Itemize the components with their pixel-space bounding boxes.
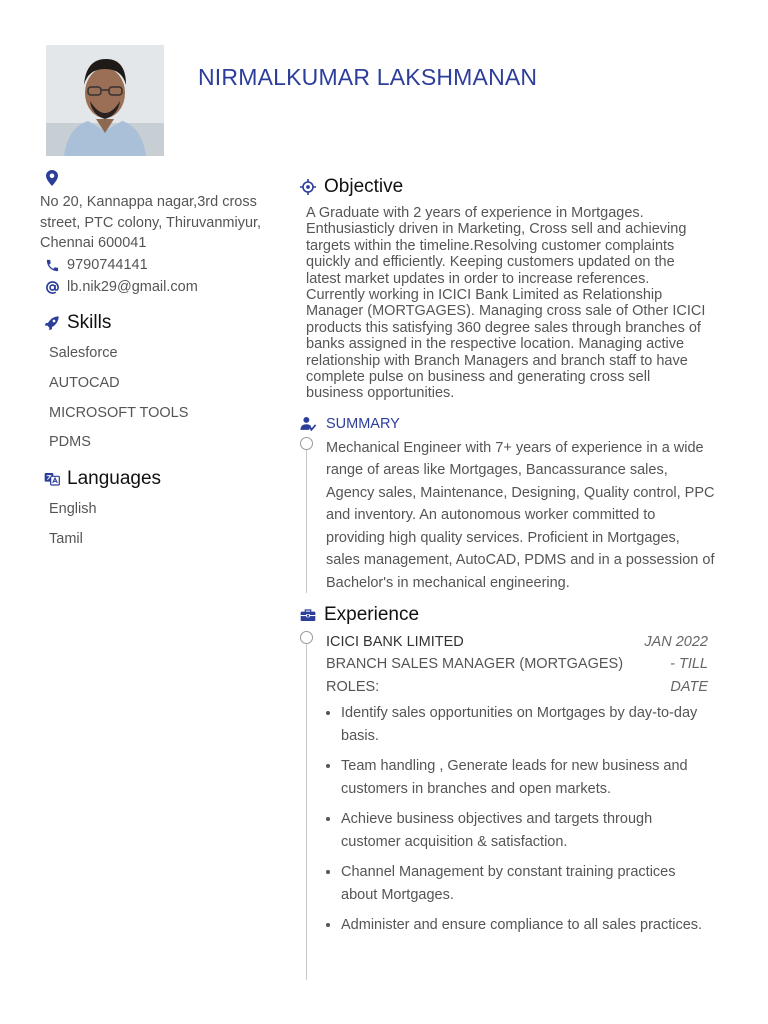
responsibility-item: • Identify sales opportunities on Mortgages by day-to-day basis. <box>341 702 708 747</box>
responsibility-item: • Administer and ensure compliance to all sales practices. <box>341 914 708 937</box>
phone-row <box>40 255 280 276</box>
experience-entry <box>326 631 708 937</box>
profile-photo <box>46 45 164 156</box>
summary-text: Mechanical Engineer with 7+ years of experience in a wide range of areas like Mortgages, Bancassurance sales, Agency sales, Maintenance, Designing, Quality control, PPC and inventory. An autonomous worker committed to providing high quality services. Proficient in Mortgages, sales management, AutoCAD, PDMS and in a possession of Bachelor's in mechanical engineering. <box>326 439 715 591</box>
date-till: - TILL <box>670 656 708 673</box>
company-name: ICICI BANK LIMITED <box>326 633 464 650</box>
experience-title: Experience <box>324 603 420 625</box>
email-address[interactable]: lb.nik29@gmail.com <box>67 279 198 295</box>
responsibility-item: • Team handling , Generate leads for new business and customers in branches and open markets. <box>341 755 708 800</box>
objective-text: A Graduate with 2 years of experience in Mortgages. Enthusiasticly driven in Marketing, Cross sell and achieving targets within the timeline.Resolving customer complaints quickly and efficiently. Keeping customers updated on the latest market updates in order to increase references. Currently working in ICICI Bank Limited as Relationship Manager (MORTGAGES). Managing cross sale of Other ICICI products this satisfying 360 degree sales through branches of banks assigned in the respective location. Managing active relationship with Branch Managers and branch staff to have complete pulse on business and generating cross sell business opportunities. <box>306 205 706 402</box>
experience-timeline <box>300 631 715 980</box>
address-icon-row <box>40 170 280 192</box>
experience-row <box>326 676 708 699</box>
timeline-line <box>306 643 307 980</box>
date-start: JAN 2022 <box>644 633 708 650</box>
skill-item: Salesforce <box>49 344 118 361</box>
experience-row <box>326 653 708 676</box>
languages-list <box>40 494 280 554</box>
languages-title: Languages <box>67 467 162 489</box>
objective-heading <box>300 175 715 199</box>
phone-number: 9790744141 <box>67 257 148 273</box>
objective-title: Objective <box>324 176 404 197</box>
timeline-dot <box>300 437 313 450</box>
skills-list <box>40 338 280 456</box>
roles-label: ROLES: <box>326 678 380 695</box>
phone-icon <box>45 258 61 273</box>
experience-heading <box>300 603 715 627</box>
date-end: DATE <box>670 678 708 695</box>
right-column <box>300 175 715 980</box>
email-row <box>40 277 280 298</box>
timeline-line <box>306 449 307 593</box>
responsibility-item: • Achieve business objectives and targets through customer acquisition & satisfaction. <box>341 808 708 853</box>
language-item: Tamil <box>49 530 83 547</box>
responsibility-item: • Channel Management by constant training practices about Mortgages. <box>341 861 708 906</box>
map-pin-icon <box>46 173 58 190</box>
briefcase-icon <box>300 608 318 622</box>
experience-row <box>326 631 708 654</box>
responsibility-list <box>326 702 708 937</box>
summary-title: SUMMARY <box>326 415 400 432</box>
rocket-icon <box>44 315 64 331</box>
left-column <box>40 170 280 554</box>
target-icon <box>300 179 318 195</box>
summary-timeline <box>300 437 715 593</box>
language-icon <box>44 472 64 486</box>
skills-heading <box>40 310 280 336</box>
language-item: English <box>49 500 97 517</box>
skill-item: AUTOCAD <box>49 374 120 391</box>
person-icon <box>300 416 318 431</box>
timeline-dot <box>300 631 313 644</box>
languages-heading <box>40 466 280 492</box>
at-sign-icon <box>45 280 61 295</box>
job-title: BRANCH SALES MANAGER (MORTGAGES) <box>326 656 624 673</box>
skill-item: PDMS <box>49 433 91 450</box>
skill-item: MICROSOFT TOOLS <box>49 404 189 421</box>
candidate-name: NIRMALKUMAR LAKSHMANAN <box>198 64 538 90</box>
skills-title: Skills <box>67 311 112 333</box>
summary-heading <box>300 414 715 434</box>
address-text: No 20, Kannappa nagar,3rd cross street, PTC colony, Thiruvanmiyur, Chennai 600041 <box>40 194 262 251</box>
